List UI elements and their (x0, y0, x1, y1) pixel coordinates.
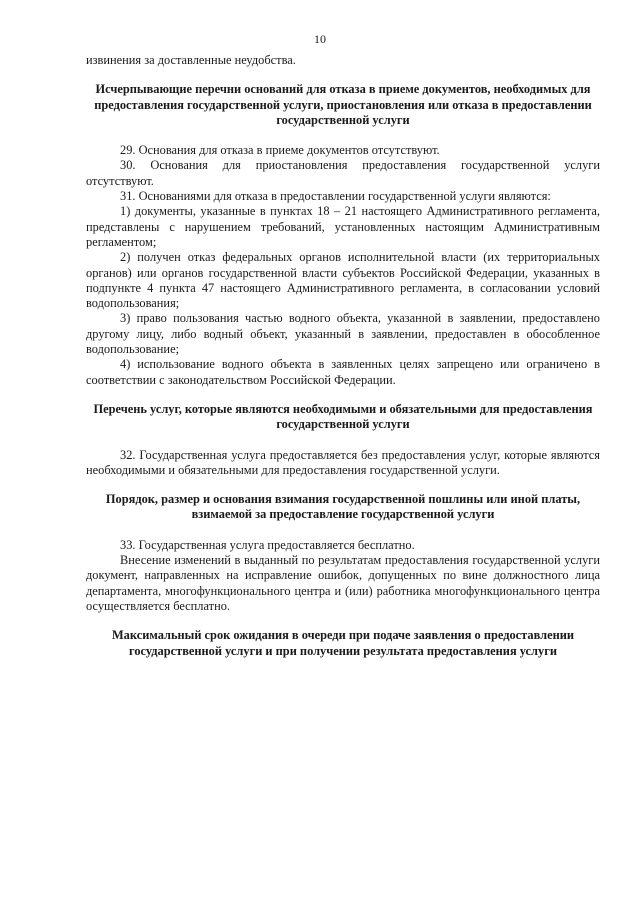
page-content (86, 53, 600, 659)
lead-line: извинения за доставленные неудобства. (86, 53, 296, 67)
list-item-2: 2) получен отказ федеральных органов исполнительной власти (их территориальных органов) или органов государственной власти субъектов Российской Федерации, указанных в подпункте 4 пункта 47 настоящего Административного регламента, в согласовании условий водопользования; (86, 250, 600, 311)
paragraph-29: 29. Основания для отказа в приеме документов отсутствуют. (120, 143, 440, 158)
list-item-3: 3) право пользования частью водного объекта, указанной в заявлении, предоставлено другому лицу, либо водный объект, указанный в заявлении, предоставлен в обособленное водопользование; (86, 311, 600, 357)
list-item-1: 1) документы, указанные в пунктах 18 – 21 настоящего Административного регламента, представлены с нарушением требований, установленных настоящим Административным регламентом; (86, 204, 600, 249)
paragraph-31: 31. Основаниями для отказа в предоставлении государственной услуги являются: (120, 189, 551, 204)
paragraph-32: 32. Государственная услуга предоставляется без предоставления услуг, которые являются необходимыми и обязательными для предоставления государственной услуги. (86, 447, 600, 477)
paragraph-33-corrections: Внесение изменений в выданный по результатам предоставления государственной услуги документ, направленных на исправление ошибок, допущенных по вине должностного лица департамента, многофункционального центра и (или) работника многофункционального центра осуществляется бесплатно. (86, 553, 600, 613)
paragraph-33: 33. Государственная услуга предоставляется бесплатно. (120, 537, 415, 552)
list-item-4: 4) использование водного объекта в заявленных целях запрещено или ограничено в соответствии с законодательством Российской Федерации. (86, 357, 600, 387)
section-heading-required-services: Перечень услуг, которые являются необходимыми и обязательными для предоставления государственной услуги (93, 401, 593, 432)
paragraph-30: 30. Основания для приостановления предоставления государственной услуги отсутствуют. (86, 158, 600, 188)
section-heading-state-fee: Порядок, размер и основания взимания государственной пошлины или иной платы, взимаемой за предоставление государственной услуги (105, 492, 581, 522)
page-number: 10 (314, 32, 326, 46)
section-heading-queue-time: Максимальный срок ожидания в очереди при подаче заявления о предоставлении государственной услуги и при получении результата предоставления услуги (111, 628, 574, 658)
section-heading-refusal-grounds: Исчерпывающие перечни оснований для отказа в приеме документов, необходимых для предоставления государственной услуги, приостановления или отказа в предоставлении государственной услуги (94, 82, 592, 127)
